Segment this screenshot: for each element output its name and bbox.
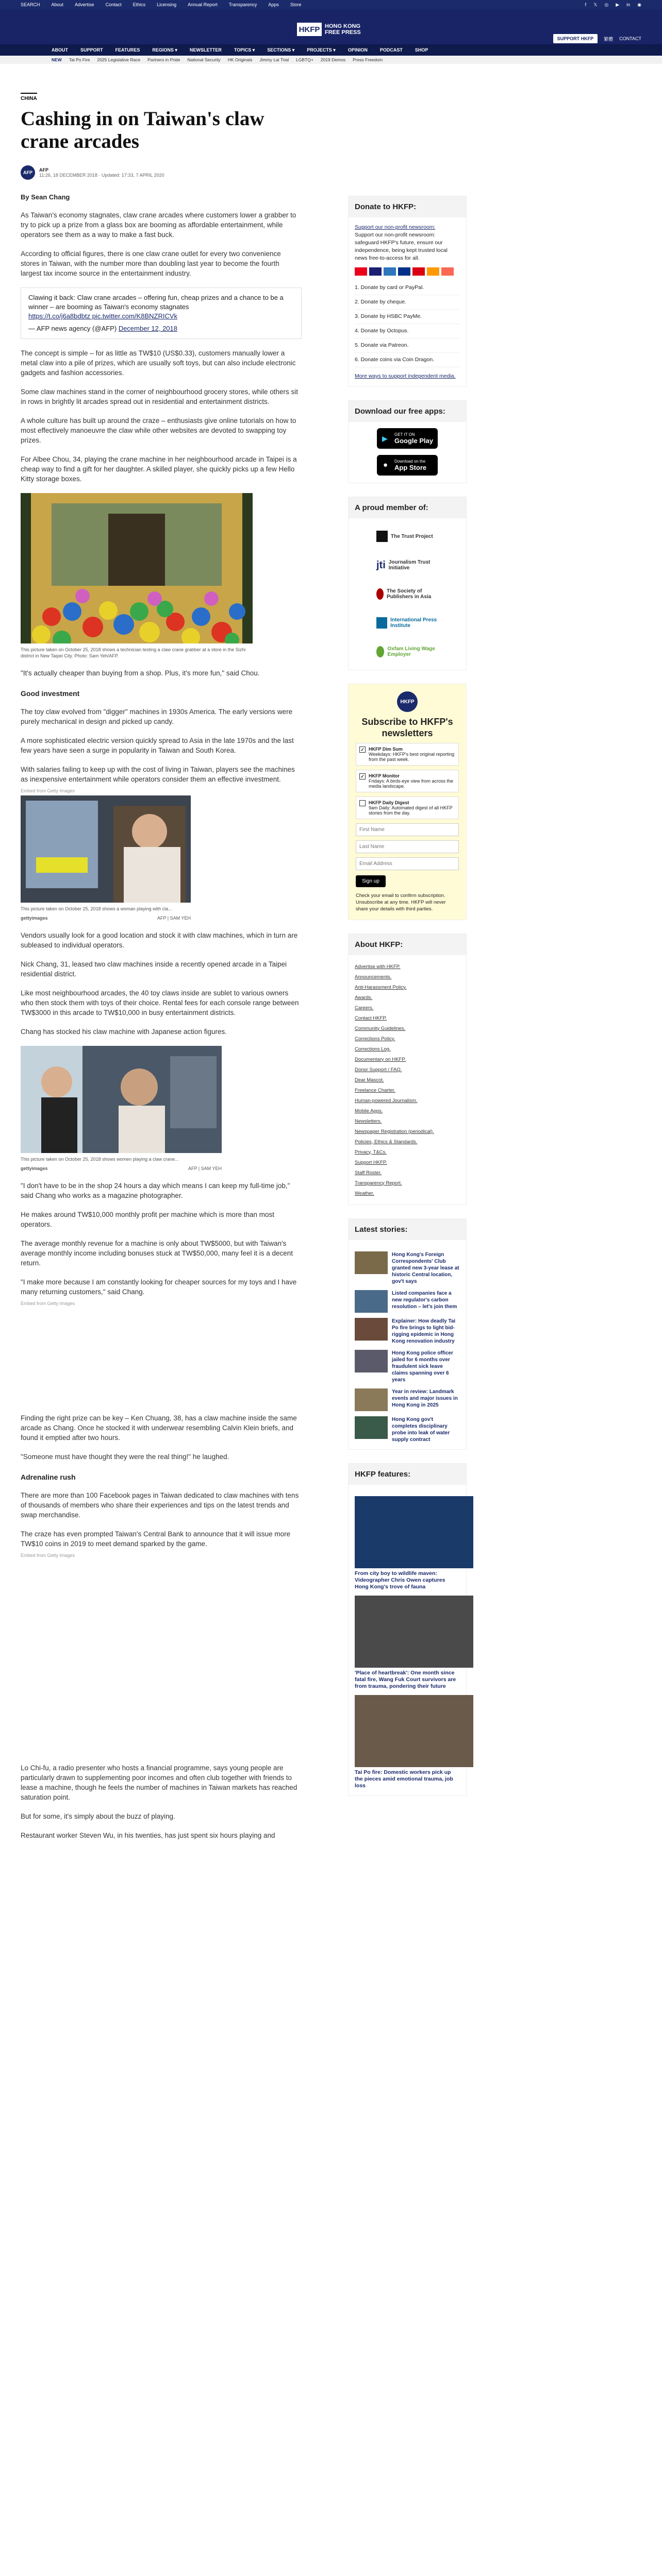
paragraph: Vendors usually look for a good location and stock it with claw machines, which in turn are subleased to individual operators. [21, 931, 298, 949]
story-thumbnail [355, 1251, 388, 1274]
logo-line-1: HONG KONG [325, 23, 361, 29]
google-play-badge[interactable] [377, 428, 438, 449]
about-link[interactable]: Newsletters. [355, 1118, 382, 1124]
getty-embed-label: Embed from Getty Images [21, 788, 75, 793]
story-thumbnail [355, 1388, 388, 1411]
story-title: Year in review: Landmark events and major issues in Hong Kong in 2025 [392, 1389, 458, 1408]
getty-logo[interactable]: gettyimages [21, 916, 48, 921]
section-heading: Good investment [21, 689, 80, 698]
apps-box [348, 400, 467, 483]
facebook-icon[interactable]: f [585, 2, 587, 7]
feature-title: From city boy to wildlife maven: Videographer Chris Owen captures Hong Kong's trove of fauna [355, 1570, 445, 1590]
ethics-link[interactable]: Ethics [133, 2, 146, 7]
site-logo[interactable] [297, 23, 361, 36]
app-store-label: App Store [394, 464, 427, 471]
paragraph: Restaurant worker Steven Wu, in his twenties, has just spent six hours playing and [21, 1832, 275, 1839]
patreon-icon [441, 267, 454, 276]
newsletter-option-digest[interactable] [356, 796, 459, 819]
nav-support[interactable]: SUPPORT [80, 47, 103, 53]
getty-embed[interactable] [21, 1046, 222, 1172]
linkedin-icon[interactable]: in [626, 2, 631, 7]
octopus-icon [427, 267, 439, 276]
arcade-photo [21, 795, 191, 903]
paragraph: A more sophisticated electric version quickly spread to Asia in the late 1970s and the last few years have seen a surge in popularity in Taiwan and South Korea. [21, 737, 294, 754]
article-dates: 11:26, 18 DECEMBER 2018 · Updated: 17:33, 7 APRIL 2020 [39, 173, 164, 178]
logo-line-2: FREE PRESS [325, 29, 361, 36]
story-thumbnail [355, 1290, 388, 1313]
author-name[interactable]: AFP [39, 167, 48, 173]
paragraph: But for some, it's simply about the buzz of playing. [21, 1812, 175, 1820]
sopa-icon [376, 588, 384, 600]
photo-caption: This picture taken on October 25, 2018 shows a technician testing a claw crane grabber at a store in the Sizhi district in New Taipei City. Photo: Sam Yeh/AFP. [21, 647, 246, 658]
x-icon[interactable]: 𝕏 [593, 2, 598, 7]
trending-item[interactable]: Tai Po Fire [69, 57, 90, 62]
trending-item[interactable]: 2019 Demos [320, 57, 346, 62]
paragraph: Chang has stocked his claw machine with Japanese action figures. [21, 1028, 227, 1036]
app-store-badge[interactable] [377, 455, 438, 476]
tweet-link[interactable]: https://t.co/j6a8bdbtz pic.twitter.com/K8BNZRICVk [28, 312, 178, 320]
about-link[interactable]: Privacy, T&Cs. [355, 1149, 387, 1155]
paragraph: As Taiwan's economy stagnates, claw crane arcades where customers lower a grabber to try to pick up a prize from a glass box are booming as affordable entertainment, while operators see them as a way to make a fast buck. [21, 211, 296, 239]
latest-stories-box [348, 1218, 467, 1450]
member-name: The Society of Publishers in Asia [386, 588, 432, 600]
option-name: HKFP Monitor [369, 773, 400, 778]
membership-box [348, 497, 467, 670]
about-link[interactable]: Human-powered Journalism. [355, 1097, 418, 1104]
story-title: Hong Kong gov't completes disciplinary probe into leak of water supply contract [392, 1417, 450, 1443]
about-title: About HKFP: [349, 934, 466, 955]
article-title: Cashing in on Taiwan's claw crane arcades [21, 108, 264, 152]
tweet-source: — AFP news agency (@AFP) [28, 325, 117, 332]
story-title: Listed companies face a new regulator's carbon resolution – let's join them [392, 1291, 457, 1310]
story-title: Hong Kong police officer jailed for 6 months over fraudulent sick leave claims spanning over 6 years [392, 1350, 453, 1383]
app-store-small: Download on the [394, 459, 426, 464]
option-desc: Fridays: A birds-eye view from across the media landscape. [369, 778, 454, 789]
instagram-icon[interactable]: ◎ [604, 2, 609, 7]
google-play-label: Google Play [394, 437, 434, 445]
ipi-icon [376, 617, 387, 629]
contact-link[interactable]: Contact [105, 2, 122, 7]
latest-story[interactable] [355, 1388, 460, 1411]
membership-title: A proud member of: [349, 497, 466, 518]
embed-credit: AFP | SAM YEH [157, 916, 191, 921]
google-play-small: GET IT ON [394, 432, 415, 437]
paragraph: There are more than 100 Facebook pages in Taiwan dedicated to claw machines with tens of thousands of members who share their experiences and tips on the latest trends and swap merchandise. [21, 1492, 299, 1519]
donate-option[interactable]: 5. Donate via Patreon. [355, 338, 460, 353]
donate-option[interactable]: 2. Donate by cheque. [355, 295, 460, 310]
option-name: HKFP Daily Digest [369, 800, 409, 805]
option-desc: Weekdays: HKFP's best original reporting from the past week. [369, 752, 455, 762]
paypal-icon [398, 267, 410, 276]
about-link[interactable]: About [51, 2, 64, 7]
sopa-logo[interactable] [376, 583, 438, 605]
byline: By Sean Chang [21, 193, 70, 201]
about-link[interactable]: Careers. [355, 1005, 374, 1011]
trending-item[interactable]: Jimmy Lai Trial [259, 57, 289, 62]
logo-wordmark [325, 23, 361, 36]
about-link[interactable]: Announcements. [355, 974, 392, 980]
claw-machine-photo [21, 493, 253, 643]
about-link[interactable]: Staff Roster. [355, 1170, 382, 1176]
features-box [348, 1463, 467, 1796]
about-link[interactable]: Newspaper Registration (periodical). [355, 1128, 434, 1134]
licensing-link[interactable]: Licensing [157, 2, 177, 7]
support-hkfp-button[interactable]: SUPPORT HKFP [553, 34, 598, 43]
article [21, 93, 302, 1840]
paragraph: "Someone must have thought they were the real thing!" he laughed. [21, 1453, 229, 1461]
embed-placeholder [21, 1558, 302, 1754]
paragraph: Like most neighbourhood arcades, the 40 toy claws inside are sublet to various owners who then stock them with toys of their choice. Rental fees for each console range between TW$3000 in this arcade to TW$10,000 in busy entertainment districts. [21, 989, 299, 1016]
paragraph: Lo Chi-fu, a radio presenter who hosts a financial programme, says young people are particularly drawn to supplementing poor incomes and often club together with friends to lease a machine, though he feels the number of machines in Taiwan markets has reached saturation point. [21, 1764, 297, 1801]
jti-icon: jti [376, 559, 386, 571]
transparency-link[interactable]: Transparency [228, 2, 257, 7]
trending-label: NEW [52, 57, 62, 62]
donate-option[interactable]: 3. Donate by HSBC PayMe. [355, 310, 460, 324]
article-photo [21, 493, 253, 659]
getty-embed[interactable] [21, 795, 191, 921]
about-link[interactable]: Community Guidelines. [355, 1025, 406, 1031]
author-avatar[interactable]: AFP [21, 165, 35, 180]
article-category[interactable]: CHINA [21, 93, 37, 101]
newsletter-box [348, 684, 467, 920]
trending-item[interactable]: Partners in Pride [147, 57, 180, 62]
paragraph: The average monthly revenue for a machine is only about TW$5000, but with Taiwan's average monthly income including bonuses stuck at TW$50,000, many feel it is a decent return. [21, 1240, 293, 1267]
about-box [348, 934, 467, 1205]
feature-story[interactable] [355, 1596, 460, 1690]
paragraph: The craze has even prompted Taiwan's Central Bank to announce that it will issue more TW$10 coins in 2019 to meet demand sparked by the game. [21, 1530, 291, 1548]
story-thumbnail [355, 1350, 388, 1372]
member-name: International Press Institute [390, 617, 437, 629]
apps-link[interactable]: Apps [268, 2, 279, 7]
women-playing-photo [21, 1046, 222, 1153]
hkfp-newsletter-logo: HKFP [397, 691, 418, 712]
donate-support-link[interactable]: Support our non-profit newsroom: [355, 224, 436, 230]
social-icons [585, 2, 641, 8]
newsletter-option-monitor[interactable] [356, 770, 459, 792]
paragraph: Finding the right prize can be key – Ken Chuang, 38, has a claw machine inside the same arcade as Chang. Once he stocked it with underwear resembling Calvin Klein briefs, and found it emptied after two hours. [21, 1414, 297, 1442]
apps-title: Download our free apps: [349, 401, 466, 422]
feature-title: 'Place of heartbreak': One month since fatal fire, Wang Fuk Court survivors are from trauma, pondering their future [355, 1670, 456, 1689]
more-ways-link[interactable]: More ways to support independent media. [355, 373, 456, 379]
about-link[interactable]: Documentary on HKFP. [355, 1056, 406, 1062]
trending-item[interactable]: 2025 Legislative Race [97, 57, 141, 62]
donate-option[interactable]: 6. Donate coins via Coin Dragon. [355, 353, 460, 367]
paragraph: The concept is simple – for as little as TW$10 (US$0.33), customers manually lower a metal claw into a pile of prizes, which are usually soft toys, but can also include electronic gadgets and fashion accessories. [21, 349, 296, 377]
paragraph: He makes around TW$10,000 monthly profit per machine which is more than most operators. [21, 1211, 274, 1228]
feature-thumbnail [355, 1695, 473, 1767]
latest-story[interactable] [355, 1318, 460, 1345]
paragraph: "It's actually cheaper than buying from a shop. Plus, it's more fun," said Chou. [21, 669, 260, 677]
getty-embed-label: Embed from Getty Images [21, 1553, 75, 1558]
paragraph: Some claw machines stand in the corner of neighbourhood grocery stores, while others sit in rows in brightly lit arcades spread out in residential and entertainment districts. [21, 388, 299, 405]
payment-icons [355, 267, 460, 276]
tweet-text: Clawing it back: Claw crane arcades – offering fun, cheap prizes and a chance to be a winner – are booming as Taiwan's economy stagnates [28, 294, 284, 311]
main-nav [0, 44, 662, 56]
paragraph: A whole culture has built up around the craze – enthusiasts give online tutorials on how to most effectively manoeuvre the claw while other websites are devoted to swapping toy prizes. [21, 417, 296, 444]
section-heading: Adrenaline rush [21, 1473, 76, 1481]
getty-logo[interactable]: gettyimages [21, 1166, 48, 1171]
about-link[interactable]: Awards. [355, 994, 373, 1001]
nav-podcast[interactable]: PODCAST [379, 47, 403, 53]
about-link[interactable]: Transparency Report. [355, 1180, 402, 1186]
oxfam-logo[interactable] [376, 641, 438, 663]
jti-logo[interactable] [376, 554, 438, 576]
nav-sections[interactable]: SECTIONS ▾ [267, 47, 295, 53]
about-link[interactable]: Freelance Charter. [355, 1087, 395, 1093]
article-meta [21, 165, 302, 180]
story-title: Hong Kong's Foreign Correspondents' Club granted new 3-year lease at historic Central location, gov't says [392, 1252, 459, 1284]
nav-about[interactable]: ABOUT [52, 47, 68, 53]
trending-item[interactable]: HK Originals [227, 57, 253, 62]
about-link[interactable]: Corrections Log. [355, 1046, 391, 1052]
option-desc: 9am Daily: Automated digest of all HKFP stories from the day. [369, 805, 453, 816]
rss-icon[interactable]: ◉ [637, 2, 641, 7]
trending-item[interactable]: National Security [187, 57, 221, 62]
about-link[interactable]: Policies, Ethics & Standards. [355, 1139, 418, 1145]
embed-caption: This picture taken on October 25, 2018 shows women playing a claw crane... [21, 1157, 179, 1162]
top-utility-bar [0, 0, 662, 9]
nav-opinion[interactable]: OPINION [347, 47, 368, 53]
donate-option[interactable]: 4. Donate by Octopus. [355, 324, 460, 338]
site-header [0, 9, 662, 44]
getty-embed-label: Embed from Getty Images [21, 1301, 75, 1306]
sidebar [348, 196, 467, 1809]
about-link[interactable]: Weather. [355, 1190, 374, 1196]
checkbox-checked-icon[interactable]: ✓ [359, 747, 366, 753]
language-switch[interactable]: 繁體 [604, 36, 614, 42]
nav-newsletter[interactable]: NEWSLETTER [189, 47, 222, 53]
trust-project-logo[interactable] [376, 526, 438, 547]
logo-mark: HKFP [297, 23, 322, 36]
store-link[interactable]: Store [290, 2, 302, 7]
trending-item[interactable]: LGBTQ+ [296, 57, 313, 62]
donate-box [348, 196, 467, 387]
signup-button[interactable]: Sign up [356, 875, 386, 887]
oxfam-icon [376, 646, 384, 657]
about-link[interactable]: Dear Mascot. [355, 1077, 384, 1083]
about-link[interactable]: Advertise with HKFP. [355, 963, 401, 970]
story-thumbnail [355, 1416, 388, 1439]
newsletter-option-dimsum[interactable] [356, 743, 459, 766]
paragraph: The toy claw evolved from "digger" machines in 1930s America. The early versions were purely mechanical in design and picked up candy. [21, 708, 293, 725]
feature-thumbnail [355, 1596, 473, 1668]
visa-icon [369, 267, 382, 276]
about-link[interactable]: Donor Support / FAQ. [355, 1066, 402, 1073]
feature-title: Tai Po fire: Domestic workers pick up the pieces amid emotional trauma, job loss [355, 1769, 453, 1789]
search-link[interactable]: SEARCH [21, 2, 40, 7]
latest-story[interactable] [355, 1416, 460, 1443]
first-name-input[interactable] [356, 823, 459, 836]
last-name-input[interactable] [356, 840, 459, 853]
latest-story[interactable] [355, 1251, 460, 1285]
embed-caption: This picture taken on October 25, 2018 shows a woman playing with cla... [21, 906, 172, 911]
ipi-logo[interactable] [376, 612, 438, 634]
contact-button[interactable]: CONTACT [619, 36, 641, 41]
google-play-icon: ▶ [382, 434, 388, 443]
embed-credit-row [21, 915, 191, 921]
nav-regions[interactable]: REGIONS ▾ [152, 47, 177, 53]
nav-projects[interactable]: PROJECTS ▾ [307, 47, 336, 53]
advertise-link[interactable]: Advertise [75, 2, 94, 7]
donate-text: Support our non-profit newsroom: safeguard HKFP's future, ensure our independence, being kept trusted local news free-to-access for all. [355, 232, 448, 261]
checkbox-icon[interactable] [359, 800, 366, 806]
paragraph: "I make more because I am constantly looking for cheaper sources for my toys and I have many returning customers," said Chang. [21, 1278, 297, 1296]
trending-bar [0, 56, 662, 64]
trust-project-icon [376, 531, 388, 542]
tweet-date-link[interactable]: December 12, 2018 [118, 325, 177, 332]
payme-icon [412, 267, 425, 276]
newsletter-note: Check your email to confirm subscription. Unsubscribe at any time. HKFP will never share your details with third parties. [356, 893, 446, 912]
member-name: The Trust Project [391, 533, 433, 539]
email-input[interactable] [356, 857, 459, 870]
nav-features[interactable]: FEATURES [115, 47, 140, 53]
about-link[interactable]: Contact HKFP. [355, 1015, 387, 1021]
mastercard-icon [355, 267, 367, 276]
about-link[interactable]: Support HKFP. [355, 1159, 387, 1165]
embed-credit-row [21, 1165, 222, 1172]
trending-item[interactable]: Press Freedom [353, 57, 383, 62]
nav-shop[interactable]: SHOP [415, 47, 428, 53]
paragraph: According to official figures, there is one claw crane outlet for every two convenience stores in Taiwan, with the number more than doubling last year to become the fourth largest tax income source in the entertainment industry. [21, 250, 281, 277]
nav-topics[interactable]: TOPICS ▾ [234, 47, 255, 53]
donate-title: Donate to HKFP: [349, 196, 466, 217]
features-title: HKFP features: [349, 1464, 466, 1485]
latest-story[interactable] [355, 1350, 460, 1383]
donate-option[interactable]: 1. Donate by card or PayPal. [355, 281, 460, 295]
annual-report-link[interactable]: Annual Report [188, 2, 218, 7]
paragraph: With salaries failing to keep up with the cost of living in Taiwan, players see the machines as inexpensive entertainment while operators consider them an effective investment. [21, 766, 295, 783]
about-link[interactable]: Mobile Apps. [355, 1108, 383, 1114]
latest-title: Latest stories: [349, 1219, 466, 1240]
newsletter-title: Subscribe to HKFP's newsletters [361, 717, 453, 738]
embedded-tweet [21, 287, 302, 339]
about-link[interactable]: Corrections Policy. [355, 1036, 395, 1042]
member-name: Oxfam Living Wage Employer [387, 646, 435, 657]
amex-icon [384, 267, 396, 276]
embed-placeholder [21, 1306, 302, 1404]
latest-story[interactable] [355, 1290, 460, 1313]
story-title: Explainer: How deadly Tai Po fire brings to light bid-rigging epidemic in Hong Kong renovation industry [392, 1318, 456, 1344]
header-actions [553, 34, 641, 43]
apple-icon: ● [383, 461, 388, 469]
embed-credit: AFP | SAM YEH [188, 1166, 222, 1171]
paragraph: Nick Chang, 31, leased two claw machines inside a recently opened arcade in a Taipei residential district. [21, 960, 287, 978]
member-name: Journalism Trust Initiative [388, 560, 431, 571]
option-name: HKFP Dim Sum [369, 747, 403, 752]
youtube-icon[interactable]: ▶ [616, 2, 620, 7]
checkbox-checked-icon[interactable]: ✓ [359, 773, 366, 779]
story-thumbnail [355, 1318, 388, 1341]
about-link[interactable]: Anti-Harassment Policy. [355, 984, 407, 990]
paragraph: For Albee Chou, 34, playing the crane machine in her neighbourhood arcade in Taipei is a cheap way to find a gift for her daughter. A skilled player, she quickly picks up a few Hello Kitty storage boxes. [21, 455, 297, 483]
feature-story[interactable] [355, 1496, 460, 1590]
feature-thumbnail [355, 1496, 473, 1568]
paragraph: "I don't have to be in the shop 24 hours a day which means I can keep my full-time job," said Chang who works as a magazine photographer. [21, 1182, 290, 1199]
feature-story[interactable] [355, 1695, 460, 1789]
